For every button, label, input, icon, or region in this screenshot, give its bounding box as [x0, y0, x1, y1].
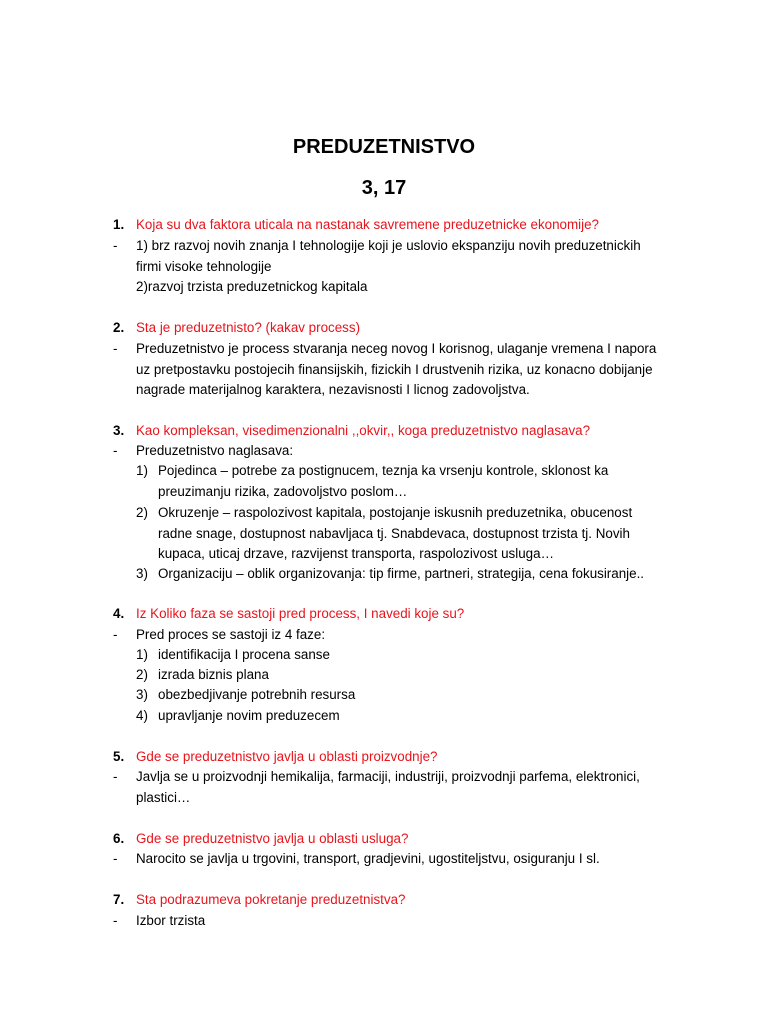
list-line: Pojedinca – potrebe za postignucem, teznja ka vrsenju kontrole, sklonost ka — [158, 463, 609, 478]
list-line: radne snage, dostupnost nabavljaca tj. Snabdevaca, dostupnost trzista tj. Novih — [158, 525, 630, 541]
bullet-dash: - — [113, 913, 118, 928]
question-number: 6. — [113, 831, 125, 846]
list-line: upravljanje novim preduzecem — [158, 708, 340, 723]
answer-line: Pred proces se sastoji iz 4 faze: — [136, 627, 326, 642]
list-number: 1) — [136, 463, 148, 478]
question-text: Koja su dva faktora uticala na nastanak savremene preduzetnicke ekonomije? — [136, 217, 599, 232]
question-text: Kao kompleksan, visedimenzionalni ,,okvir,, koga preduzetnistvo naglasava? — [136, 423, 591, 438]
document-title: PREDUZETNISTVO — [292, 136, 476, 158]
answer-line: Preduzetnistvo je process stvaranja neceg novog I korisnog, ulaganje vremena I napora — [136, 341, 657, 356]
list-line: Okruzenje – raspolozivost kapitala, postojanje iskusnih preduzetnika, obucenost — [158, 505, 633, 520]
list-number: 3) — [136, 687, 148, 702]
question-text: Gde se preduzetnistvo javlja u oblasti usluga? — [136, 831, 409, 846]
answer-line: 1) brz razvoj novih znanja I tehnologije koji je uslovio ekspanziju novih preduzetnickih — [136, 238, 641, 253]
question-text: Iz Koliko faza se sastoji pred process, I navedi koje su? — [136, 606, 465, 621]
question-number: 3. — [113, 423, 125, 438]
list-line: Organizaciju – oblik organizovanja: tip firme, partneri, strategija, cena fokusiranje.. — [158, 566, 645, 581]
list-line: obezbedjivanje potrebnih resursa — [158, 687, 356, 702]
list-number: 2) — [136, 505, 148, 520]
list-line: izrada biznis plana — [158, 667, 269, 682]
list-number: 4) — [136, 708, 148, 723]
answer-line: 2)razvoj trzista preduzetnickog kapitala — [136, 279, 368, 294]
question-number: 5. — [113, 749, 125, 764]
bullet-dash: - — [113, 238, 118, 253]
question-number: 2. — [113, 320, 125, 335]
question-text: Gde se preduzetnistvo javlja u oblasti proizvodnje? — [136, 749, 438, 764]
list-line: kupaca, uticaj drzave, razvijenst transporta, raspolozivost usluga… — [158, 546, 554, 561]
list-number: 1) — [136, 647, 148, 662]
bullet-dash: - — [113, 769, 118, 784]
answer-line: uz pretpostavku postojecih finansijskih, fizickih I drustvenih rizika, uz konacno dobijanje — [136, 361, 653, 377]
question-number: 7. — [113, 892, 125, 907]
list-number: 3) — [136, 566, 148, 581]
answer-line: nagrade materijalnog karaktera, nezavisnosti I licnog zadovoljstva. — [136, 382, 530, 397]
bullet-dash: - — [113, 341, 118, 356]
question-text: Sta podrazumeva pokretanje preduzetnistva? — [136, 892, 406, 907]
bullet-dash: - — [113, 851, 118, 866]
question-number: 4. — [113, 606, 125, 621]
document-subtitle: 3, 17 — [361, 177, 407, 199]
answer-line: Javlja se u proizvodnji hemikalija, farmaciji, industriji, proizvodnji parfema, elektronici, — [136, 769, 640, 784]
bullet-dash: - — [113, 443, 118, 458]
bullet-dash: - — [113, 627, 118, 642]
answer-line: Narocito se javlja u trgovini, transport, gradjevini, ugostiteljstvu, osiguranju I sl. — [136, 851, 600, 866]
question-text: Sta je preduzetnisto? (kakav process) — [136, 320, 361, 335]
question-number: 1. — [113, 217, 125, 232]
answer-line: Preduzetnistvo naglasava: — [136, 443, 294, 458]
answer-line: firmi visoke tehnologije — [136, 258, 272, 274]
list-line: identifikacija I procena sanse — [158, 647, 330, 662]
answer-line: plastici… — [136, 789, 191, 805]
list-line: preuzimanju rizika, zadovoljstvo poslom… — [158, 483, 408, 499]
answer-line: Izbor trzista — [136, 913, 206, 928]
list-number: 2) — [136, 667, 148, 682]
